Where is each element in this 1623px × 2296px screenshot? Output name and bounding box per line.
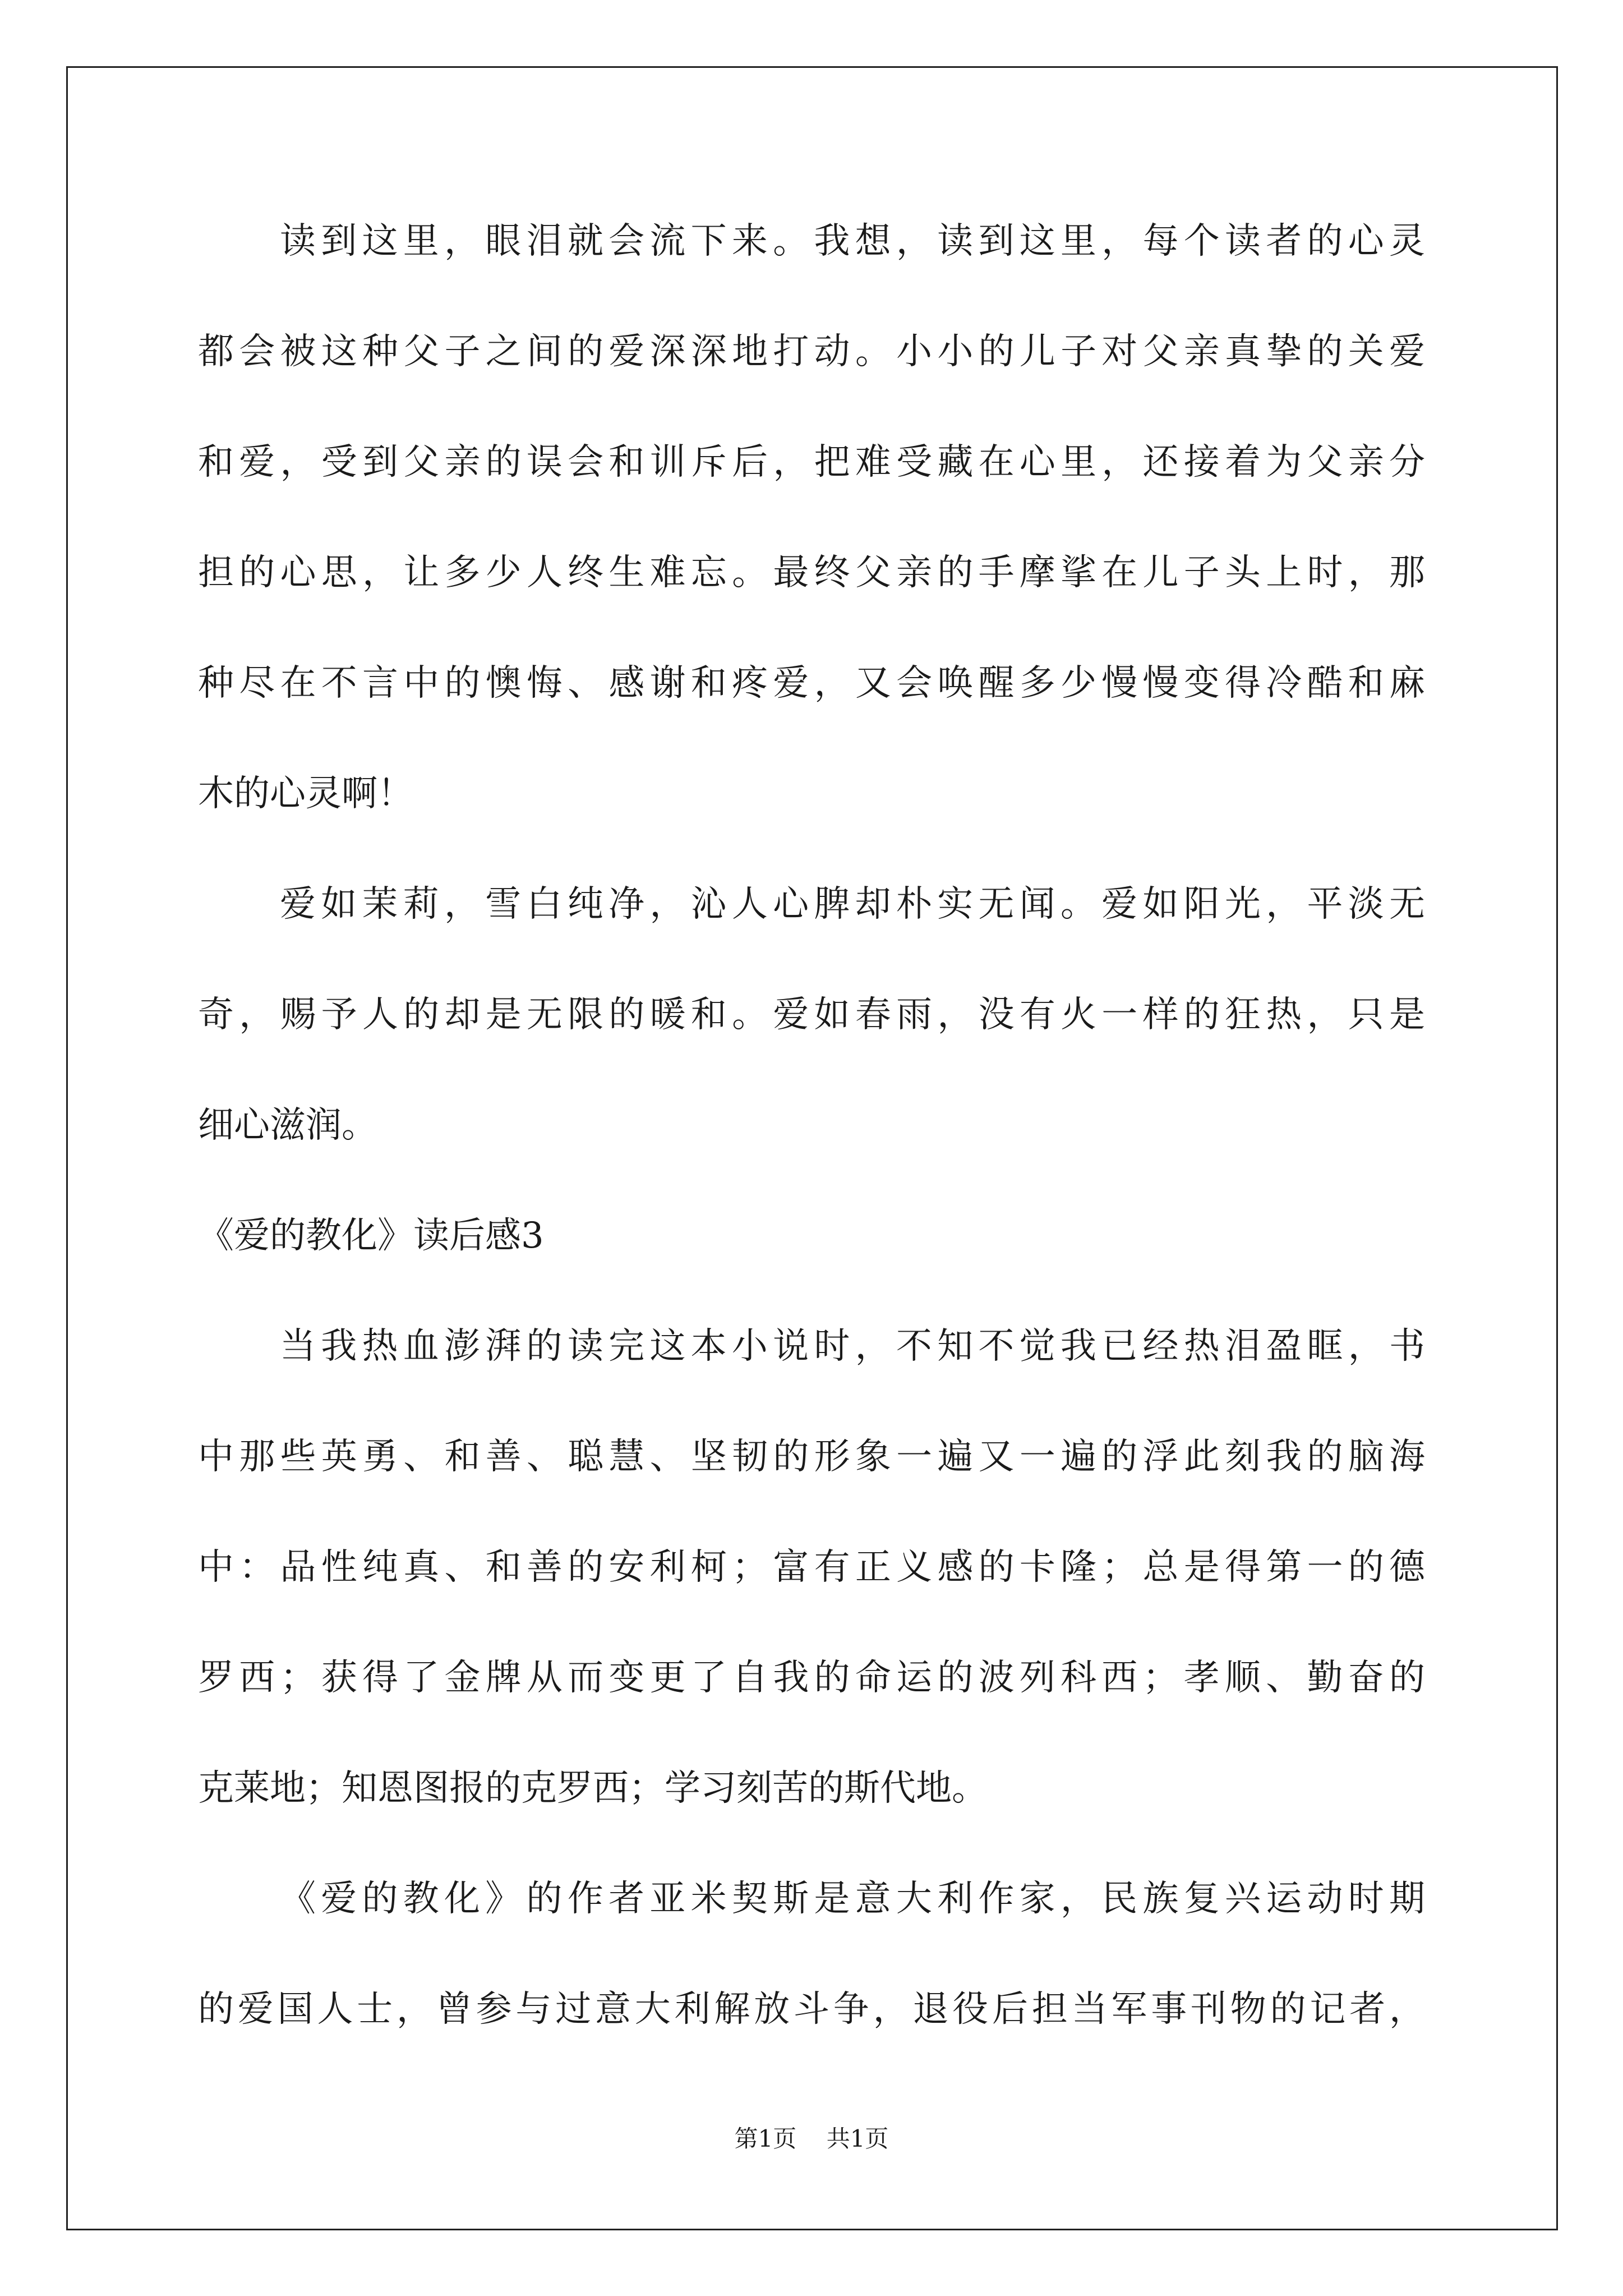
section-heading: 《爱的教化》读后感3 xyxy=(198,1215,544,1257)
text-line: 罗西；获得了金牌从而变更了自我的命运的波列科西；孝顺、勤奋的 xyxy=(198,1657,1425,1699)
text-line: 克莱地；知恩图报的克罗西；学习刻苦的斯代地。 xyxy=(198,1768,988,1809)
text-line: 种尽在不言中的懊悔、感谢和疼爱，又会唤醒多少慢慢变得冷酷和麻 xyxy=(198,662,1425,704)
text-line: 爱如茉莉，雪白纯净，沁人心脾却朴实无闻。爱如阳光，平淡无 xyxy=(280,884,1425,925)
text-line: 中那些英勇、和善、聪慧、坚韧的形象一遍又一遍的浮此刻我的脑海 xyxy=(198,1436,1425,1478)
text-line: 和爱，受到父亲的误会和训斥后，把难受藏在心里，还接着为父亲分 xyxy=(198,441,1425,483)
page-footer xyxy=(0,2127,1623,2151)
text-line: 奇，赐予人的却是无限的暖和。爱如春雨，没有火一样的狂热，只是 xyxy=(198,994,1425,1036)
text-line: 《爱的教化》的作者亚米契斯是意大利作家，民族复兴运动时期 xyxy=(280,1878,1425,1920)
footer-spacer xyxy=(796,2125,826,2152)
text-line: 都会被这种父子之间的爱深深地打动。小小的儿子对父亲真挚的关爱 xyxy=(198,331,1425,372)
text-line: 中：品性纯真、和善的安利柯；富有正义感的卡隆；总是得第一的德 xyxy=(198,1547,1425,1588)
text-line: 细心滋润。 xyxy=(198,1105,377,1146)
document-body xyxy=(198,220,1425,2102)
text-line: 读到这里，眼泪就会流下来。我想，读到这里，每个读者的心灵 xyxy=(280,220,1425,262)
text-line: 当我热血澎湃的读完这本小说时，不知不觉我已经热泪盈眶，书 xyxy=(280,1326,1425,1367)
page-number: 第1页 xyxy=(734,2125,797,2152)
text-line: 担的心思，让多少人终生难忘。最终父亲的手摩挲在儿子头上时，那 xyxy=(198,552,1425,593)
text-line: 的爱国人士，曾参与过意大利解放斗争，退役后担当军事刊物的记者， xyxy=(198,1989,1425,2030)
page-total: 共1页 xyxy=(826,2125,889,2152)
text-line: 木的心灵啊！ xyxy=(198,773,413,815)
